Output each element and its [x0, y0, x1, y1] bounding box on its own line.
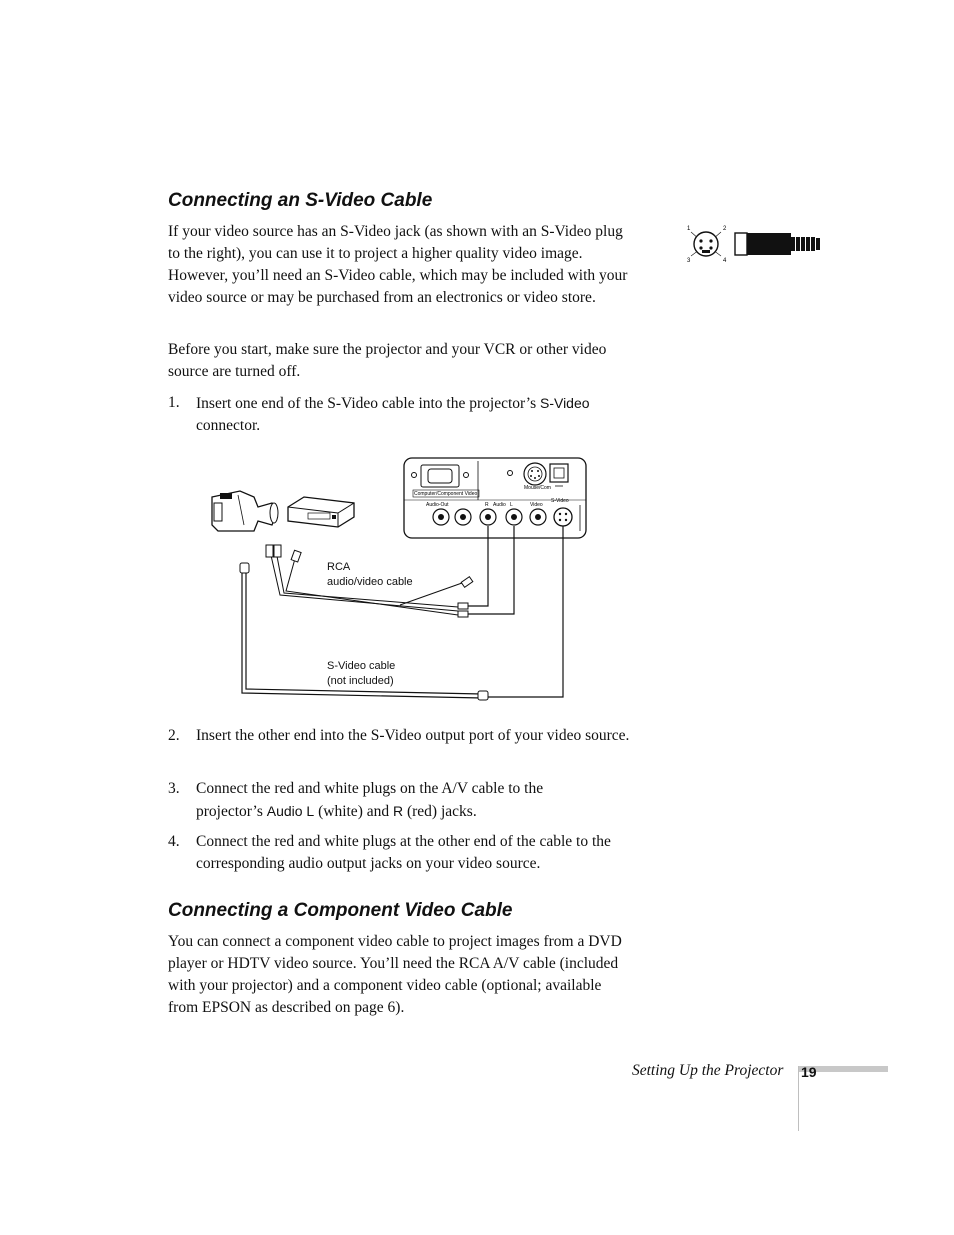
svideo-before-start-paragraph: Before you start, make sure the projector and your VCR or other video source are turned off. [168, 341, 607, 380]
step-text: Insert the other end into the S-Video output port of your video source. [196, 727, 630, 744]
step-text [196, 778, 596, 823]
step-text: Connect the red and white plugs at the other end of the cable to the corresponding audio output jacks on your video source. [196, 833, 611, 872]
camcorder-icon [212, 491, 278, 531]
panel-label-l: L [510, 502, 513, 508]
component-intro-paragraph: You can connect a component video cable to project images from a DVD player or HDTV video source. You’ll need the RCA A/V cable (included with your projector) and a component video cable (optional; available from EPSON as described on page 6). [168, 933, 622, 1016]
step-text [196, 392, 636, 437]
step-number: 2. [168, 727, 180, 744]
pin-label: 2 [723, 226, 727, 232]
projector-panel [404, 458, 586, 538]
step-1 [168, 392, 638, 436]
panel-label-svideo: S-Video [551, 498, 569, 504]
pin-label: 1 [687, 226, 691, 232]
step-text-part: (red) jacks. [403, 803, 477, 820]
step-4 [168, 831, 638, 875]
svideo-plug-illustration [683, 220, 828, 265]
step-2 [168, 725, 638, 769]
panel-label-video: Video [530, 502, 543, 508]
panel-label-computer: Computer/Component Video [414, 491, 478, 497]
section-heading-svideo: Connecting an S-Video Cable [168, 190, 433, 211]
caption-line: audio/video cable [327, 576, 413, 588]
svideo-cable-caption [327, 659, 395, 689]
footer-vertical-rule [798, 1066, 799, 1131]
section-heading-component: Connecting a Component Video Cable [168, 900, 513, 921]
step-number: 1. [168, 394, 180, 411]
panel-label-audio-out: Audio-Out [426, 502, 449, 508]
panel-label-audio: Audio [493, 502, 506, 508]
port-name-audio-l: Audio L [266, 803, 315, 819]
vcr-icon [288, 497, 354, 527]
step-text-part: (white) and [314, 803, 393, 820]
caption-line: (not included) [327, 675, 394, 687]
panel-label-r: R [485, 502, 489, 508]
rca-cable-caption [327, 560, 413, 590]
pin-label: 3 [687, 258, 691, 264]
pin-label: 4 [723, 258, 727, 264]
footer-chapter-title: Setting Up the Projector [632, 1062, 784, 1079]
step-text-part: Insert one end of the S-Video cable into the projector’s [196, 395, 540, 412]
port-name-svideo: S-Video [539, 395, 590, 411]
page-number: 19 [801, 1064, 817, 1080]
caption-line: RCA [327, 561, 351, 573]
step-3 [168, 778, 638, 822]
step-number: 4. [168, 833, 180, 850]
step-text-part: Connect the red and white plugs on the A/V cable to the projector’s [196, 780, 544, 820]
port-name-r: R [392, 803, 404, 819]
caption-line: S-Video cable [327, 660, 396, 672]
svideo-intro-paragraph: If your video source has an S-Video jack (as shown with an S-Video plug to the right), you can use it to project a higher quality video image. However, you’ll need an S-Video cable, which may be included with your video source or may be purchased from an electronics or video store. [168, 223, 628, 306]
step-number: 3. [168, 780, 180, 797]
panel-label-mouse: Mouse/Com [524, 485, 551, 491]
step-text-part: connector. [196, 417, 261, 434]
